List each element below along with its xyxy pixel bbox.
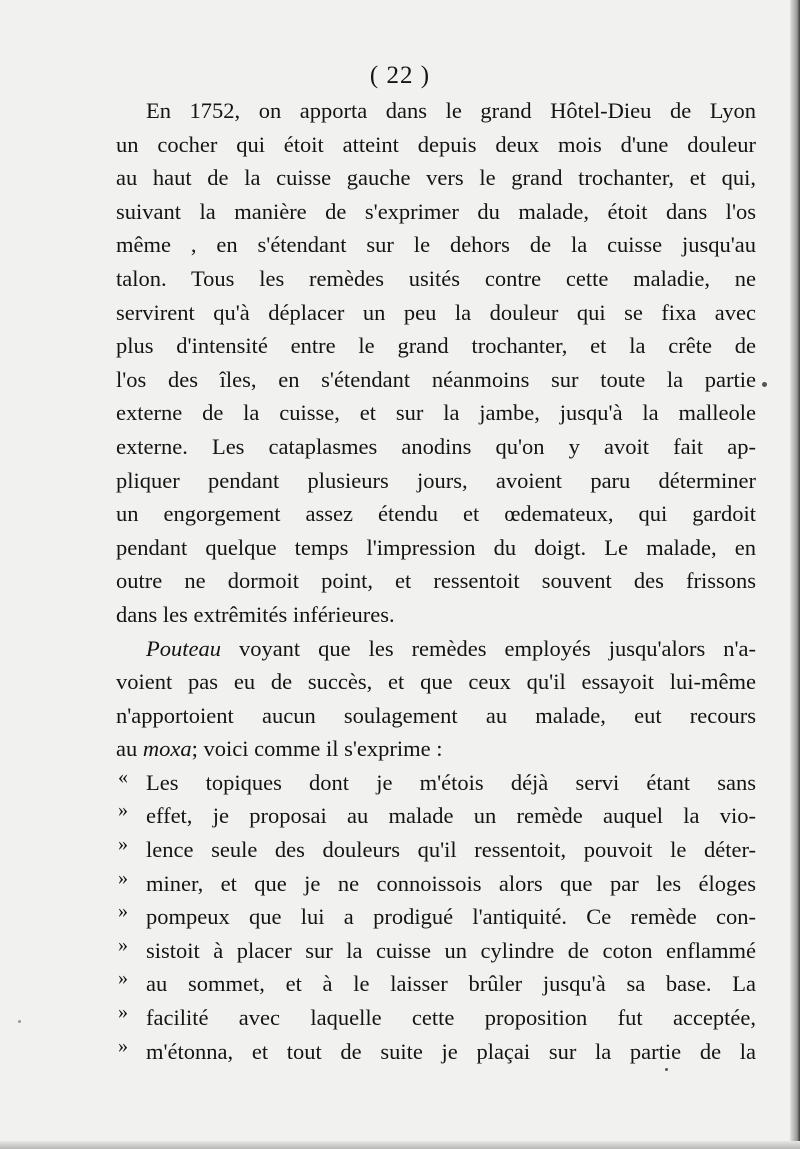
text-line: dans les extrêmités inférieures.: [116, 601, 395, 627]
term-moxa: moxa: [142, 736, 192, 762]
quote-line: facilité avec laquelle cette proposition fut acceptée,: [146, 1005, 756, 1031]
quote-open-mark: «: [118, 765, 128, 788]
text-line: pendant quelque temps l'impression du doigt. Le malade, en: [116, 534, 756, 560]
text-line: servirent qu'à déplacer un peu la douleur qui se fixa avec: [116, 299, 756, 325]
text-line: n'apportoient aucun soulagement au malade, eut recours: [116, 702, 756, 728]
paragraph-1: [116, 94, 756, 632]
paragraph-2: [116, 632, 756, 766]
paper-speck: [18, 1020, 21, 1023]
quote-cont-mark: »: [118, 967, 128, 990]
text-line: suivant la manière de s'exprimer du malade, étoit dans l'os: [116, 198, 756, 224]
quote-cont-mark: »: [118, 799, 128, 822]
quote-cont-mark: »: [118, 833, 128, 856]
text-line: un engorgement assez étendu et œdemateux, qui gardoit: [116, 501, 756, 527]
quote-line: pompeux que lui a prodigué l'antiquité. Ce remède con-: [146, 904, 756, 930]
text-line: voient pas eu de succès, et que ceux qu'il essayoit lui-même: [116, 669, 756, 695]
text-line: externe. Les cataplasmes anodins qu'on y avoit fait ap-: [116, 433, 756, 459]
quote-cont-mark: »: [118, 1001, 128, 1024]
text-line: même , en s'étendant sur le dehors de la cuisse jusqu'au: [116, 232, 756, 258]
text-line: outre ne dormoit point, et ressentoit souvent des frissons: [116, 568, 756, 594]
text-run: au: [116, 736, 143, 762]
text-line: externe de la cuisse, et sur la jambe, jusqu'à la malleole: [116, 400, 756, 426]
paper-speck: [762, 382, 767, 387]
quote-cont-mark: »: [118, 933, 128, 956]
quote-line: lence seule des douleurs qu'il ressentoit, pouvoit le déter-: [146, 837, 756, 863]
text-line: plus d'intensité entre le grand trochanter, et la crête de: [116, 333, 756, 359]
text-line: au haut de la cuisse gauche vers le grand trochanter, et qui,: [116, 165, 756, 191]
quote-cont-mark: »: [118, 900, 128, 923]
text-line: [116, 632, 756, 666]
text-line: un cocher qui étoit atteint depuis deux mois d'une douleur: [116, 131, 756, 157]
body-text: [116, 94, 756, 1068]
quote-line: effet, je proposai au malade un remède auquel la vio-: [146, 803, 756, 829]
quotation: [116, 766, 756, 1068]
page-number: ( 22 ): [369, 62, 431, 89]
text-line: [116, 732, 756, 766]
text-line: l'os des îles, en s'étendant néanmoins sur toute la partie: [116, 366, 756, 392]
quote-line: au sommet, et à le laisser brûler jusqu'à sa base. La: [146, 971, 756, 997]
text-run: ; voici comme il s'exprime :: [191, 736, 443, 762]
quote-cont-mark: »: [118, 1034, 128, 1057]
quote-line: Les topiques dont je m'étois déjà servi étant sans: [146, 769, 756, 795]
page-edge-shadow: [790, 0, 800, 1149]
quote-cont-mark: »: [118, 866, 128, 889]
paper-speck: [665, 1068, 668, 1071]
page-edge-bottom: [0, 1141, 800, 1149]
text-line: En 1752, on apporta dans le grand Hôtel-Dieu de Lyon: [146, 98, 756, 123]
author-name: Pouteau: [146, 635, 221, 661]
quote-line: sistoit à placer sur la cuisse un cylindre de coton enflammé: [146, 937, 756, 963]
quote-line: miner, et que je ne connoissois alors que par les éloges: [146, 870, 756, 896]
text-run: voyant que les remèdes employés jusqu'alors n'a-: [220, 635, 756, 661]
text-line: pliquer pendant plusieurs jours, avoient paru déterminer: [116, 467, 756, 493]
text-line: talon. Tous les remèdes usités contre cette maladie, ne: [116, 265, 756, 291]
quote-line: m'étonna, et tout de suite je plaçai sur la partie de la: [146, 1038, 756, 1064]
